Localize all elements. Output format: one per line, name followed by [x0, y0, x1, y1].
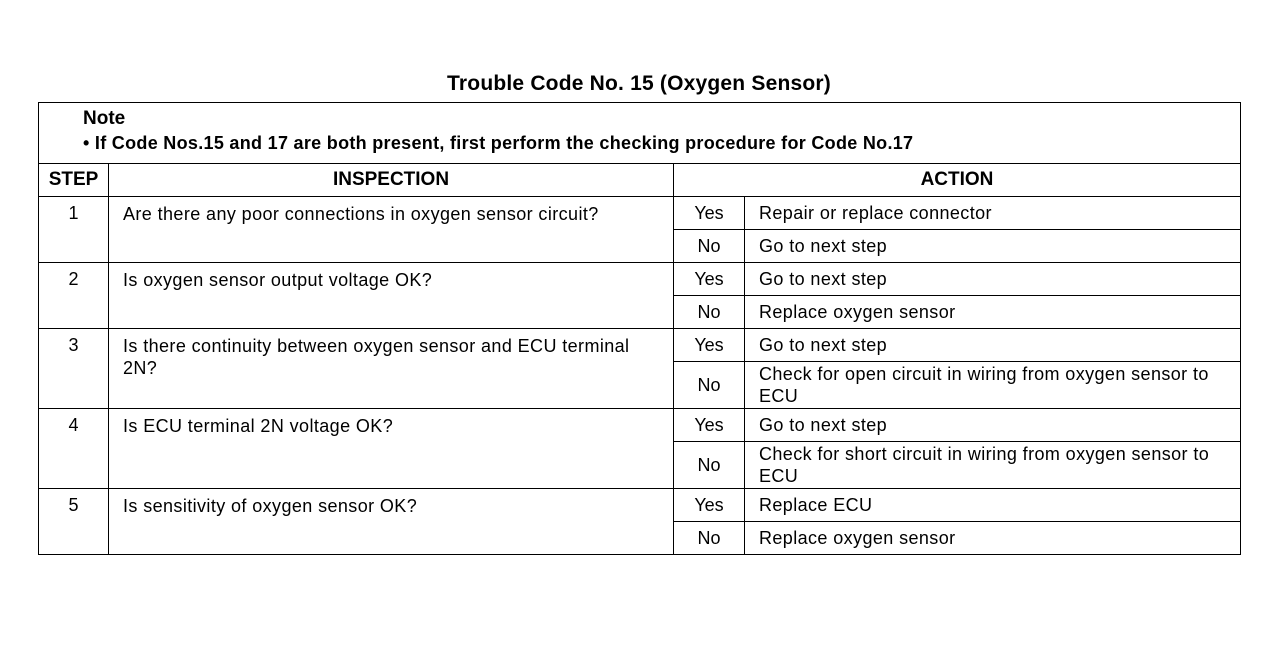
- table-row: [39, 489, 1241, 522]
- no-action: Go to next step: [745, 230, 1241, 263]
- note-box: [39, 103, 1241, 164]
- note-heading: Note: [83, 108, 126, 129]
- note-text: • If Code Nos.15 and 17 are both present, first perform the checking procedure for Code No.17: [83, 133, 914, 153]
- yes-label: Yes: [674, 409, 745, 442]
- header-step: STEP: [39, 164, 109, 197]
- no-label: No: [674, 230, 745, 263]
- inspection-text: Is sensitivity of oxygen sensor OK?: [109, 489, 674, 555]
- no-action: Replace oxygen sensor: [745, 296, 1241, 329]
- step-number: 3: [39, 329, 109, 409]
- no-action: Check for open circuit in wiring from oxygen sensor to ECU: [745, 362, 1241, 409]
- yes-action: Replace ECU: [745, 489, 1241, 522]
- yes-label: Yes: [674, 329, 745, 362]
- step-number: 4: [39, 409, 109, 489]
- yes-action: Go to next step: [745, 409, 1241, 442]
- inspection-text: Is oxygen sensor output voltage OK?: [109, 263, 674, 329]
- step-number: 5: [39, 489, 109, 555]
- table-row: [39, 263, 1241, 296]
- yes-action: Go to next step: [745, 329, 1241, 362]
- inspection-text: Is there continuity between oxygen sensor and ECU terminal 2N?: [109, 329, 674, 409]
- note-row: [39, 103, 1241, 164]
- no-label: No: [674, 296, 745, 329]
- yes-label: Yes: [674, 197, 745, 230]
- trouble-code-table: [38, 102, 1241, 555]
- header-row: [39, 164, 1241, 197]
- no-action: Check for short circuit in wiring from oxygen sensor to ECU: [745, 442, 1241, 489]
- page-title: Trouble Code No. 15 (Oxygen Sensor): [447, 72, 831, 95]
- yes-action: Go to next step: [745, 263, 1241, 296]
- inspection-text: Are there any poor connections in oxygen sensor circuit?: [109, 197, 674, 263]
- table-row: [39, 409, 1241, 442]
- yes-action: Repair or replace connector: [745, 197, 1241, 230]
- step-number: 1: [39, 197, 109, 263]
- no-action: Replace oxygen sensor: [745, 522, 1241, 555]
- header-action: ACTION: [674, 164, 1241, 197]
- yes-label: Yes: [674, 489, 745, 522]
- no-label: No: [674, 362, 745, 409]
- header-inspection: INSPECTION: [109, 164, 674, 197]
- table-row: [39, 197, 1241, 230]
- step-number: 2: [39, 263, 109, 329]
- table-row: [39, 329, 1241, 362]
- yes-label: Yes: [674, 263, 745, 296]
- inspection-text: Is ECU terminal 2N voltage OK?: [109, 409, 674, 489]
- no-label: No: [674, 522, 745, 555]
- no-label: No: [674, 442, 745, 489]
